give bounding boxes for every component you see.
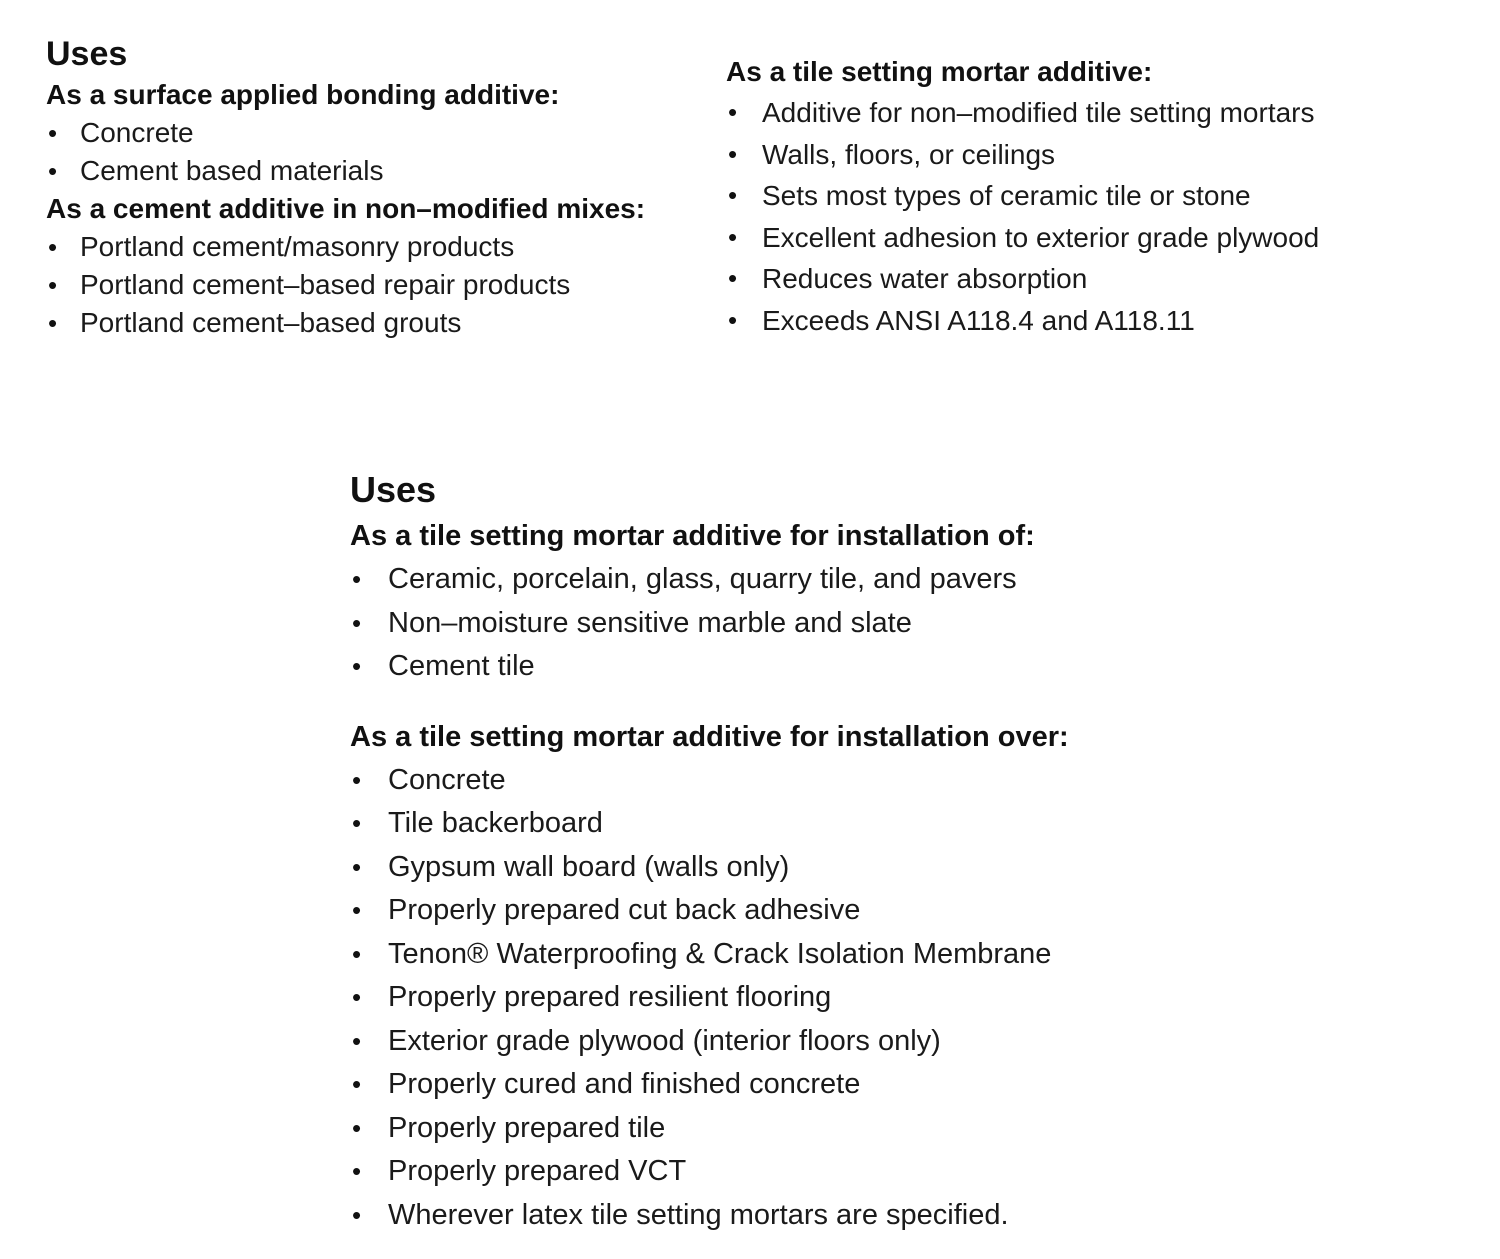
list-item: • Cement based materials bbox=[46, 152, 706, 190]
list-mortar-additive bbox=[726, 92, 1486, 341]
list-item: • Tile backerboard bbox=[350, 802, 1350, 846]
uses-section-top-right bbox=[726, 52, 1486, 341]
list-item: • Properly prepared VCT bbox=[350, 1150, 1350, 1194]
subheading-mortar-additive: As a tile setting mortar additive: bbox=[726, 56, 1153, 87]
list-item: • Portland cement–based grouts bbox=[46, 304, 706, 342]
list-item: • Properly prepared resilient flooring bbox=[350, 976, 1350, 1020]
subheading-cement-additive: As a cement additive in non–modified mixes: bbox=[46, 193, 646, 224]
list-item: • Additive for non–modified tile setting mortars bbox=[726, 92, 1486, 134]
list-item: • Properly prepared cut back adhesive bbox=[350, 889, 1350, 933]
list-item: • Gypsum wall board (walls only) bbox=[350, 846, 1350, 890]
subheading-surface-bonding: As a surface applied bonding additive: bbox=[46, 79, 560, 110]
list-item: • Properly cured and finished concrete bbox=[350, 1063, 1350, 1107]
list-item: • Walls, floors, or ceilings bbox=[726, 134, 1486, 176]
list-item: • Non–moisture sensitive marble and slate bbox=[350, 602, 1350, 646]
list-item: • Ceramic, porcelain, glass, quarry tile, and pavers bbox=[350, 558, 1350, 602]
list-item: • Cement tile bbox=[350, 645, 1350, 689]
list-item: • Portland cement–based repair products bbox=[46, 266, 706, 304]
list-cement-additive bbox=[46, 228, 706, 342]
list-item: • Properly prepared tile bbox=[350, 1107, 1350, 1151]
list-item: • Concrete bbox=[46, 114, 706, 152]
list-item: • Concrete bbox=[350, 759, 1350, 803]
list-item: • Excellent adhesion to exterior grade plywood bbox=[726, 217, 1486, 259]
list-item: • Portland cement/masonry products bbox=[46, 228, 706, 266]
subheading-installation-of: As a tile setting mortar additive for installation of: bbox=[350, 520, 1035, 552]
subheading-installation-over: As a tile setting mortar additive for installation over: bbox=[350, 720, 1069, 753]
list-surface-bonding bbox=[46, 114, 706, 190]
list-installation-over bbox=[350, 759, 1350, 1238]
section-title: Uses bbox=[350, 469, 437, 510]
list-item: • Reduces water absorption bbox=[726, 258, 1486, 300]
uses-section-bottom bbox=[350, 466, 1350, 1237]
list-item: • Exterior grade plywood (interior floors only) bbox=[350, 1020, 1350, 1064]
list-item: • Sets most types of ceramic tile or stone bbox=[726, 175, 1486, 217]
section-title: Uses bbox=[46, 35, 128, 73]
list-installation-of bbox=[350, 558, 1350, 689]
uses-section-top-left bbox=[46, 32, 706, 342]
list-item: • Tenon® Waterproofing & Crack Isolation Membrane bbox=[350, 933, 1350, 977]
list-item: • Exceeds ANSI A118.4 and A118.11 bbox=[726, 300, 1486, 342]
list-item: • Wherever latex tile setting mortars are specified. bbox=[350, 1194, 1350, 1238]
